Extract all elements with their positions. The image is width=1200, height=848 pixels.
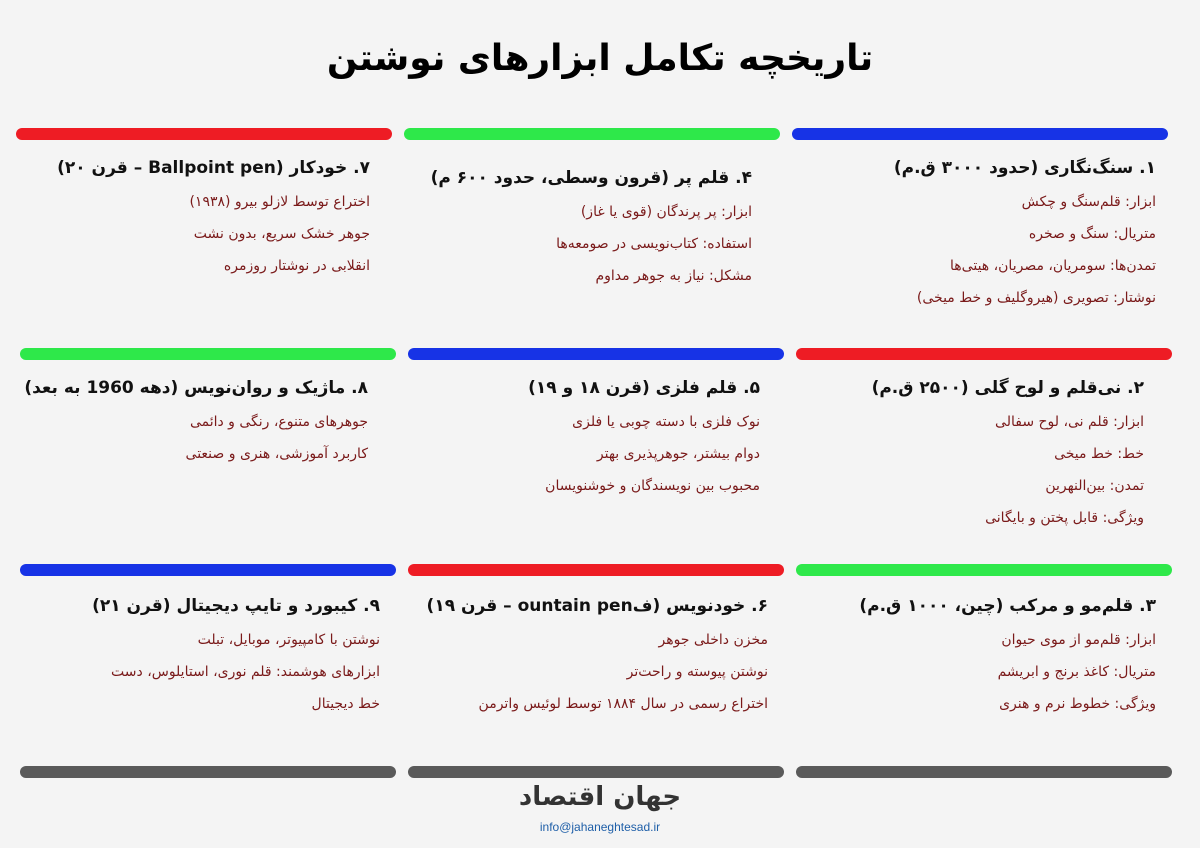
card-quill-pen <box>431 168 752 292</box>
card-line: ابزار: پر پرندگان (قوی یا غاز) <box>580 204 752 220</box>
page-title: تاریخچه تکامل ابزارهای نوشتن <box>326 38 874 79</box>
card-line: متریال: سنگ و صخره <box>1028 226 1156 242</box>
card-metal-pen <box>528 378 760 502</box>
card-line: استفاده: کتاب‌نویسی در صومعه‌ها <box>556 236 752 252</box>
card-line: جوهرهای متنوع، رنگی و دائمی <box>189 414 368 430</box>
card-line: ابزار: قلم نی، لوح سفالی <box>995 414 1144 430</box>
card-line: خط: خط میخی <box>1054 446 1144 462</box>
card-line: نوشتن با کامپیوتر، موبایل، تبلت <box>197 632 380 648</box>
card-ballpoint-pen <box>57 158 370 282</box>
divider-bar <box>408 564 784 576</box>
card-line: جوهر خشک سریع، بدون نشت <box>193 226 370 242</box>
card-heading: ۲. نی‌قلم و لوح گلی (۲۵۰۰ ق.م) <box>871 378 1144 398</box>
card-heading: ۸. ماژیک و روان‌نویس (دهه 1960 به بعد) <box>24 378 368 398</box>
divider-bar <box>20 348 396 360</box>
card-line: خط دیجیتال <box>311 696 380 712</box>
card-stone-carving <box>894 158 1156 314</box>
card-heading: ۵. قلم فلزی (قرن ۱۸ و ۱۹) <box>528 378 760 398</box>
card-marker <box>24 378 368 470</box>
card-line: ویژگی: قابل پختن و بایگانی <box>985 510 1144 526</box>
card-heading: ۴. قلم پر (قرون وسطی، حدود ۶۰۰ م) <box>430 168 752 188</box>
bottom-bar <box>20 766 396 778</box>
card-line: محبوب بین نویسندگان و خوشنویسان <box>545 478 760 494</box>
card-heading: ۹. کیبورد و تایپ دیجیتال (قرن ۲۱) <box>92 596 380 616</box>
card-line: تمدن‌ها: سومریان، مصریان، هیتی‌ها <box>950 258 1156 274</box>
card-heading: ۱. سنگ‌نگاری (حدود ۳۰۰۰ ق.م) <box>893 158 1156 178</box>
card-line: انقلابی در نوشتار روزمره <box>223 258 370 274</box>
card-fountain-pen <box>427 596 768 720</box>
brand-logo: جهان اقتصاد <box>518 782 682 812</box>
card-line: نوشتار: تصویری (هیروگلیف و خط میخی) <box>916 290 1156 306</box>
card-line: کاربرد آموزشی، هنری و صنعتی <box>185 446 368 462</box>
bottom-bar <box>408 766 784 778</box>
card-line: ویژگی: خطوط نرم و هنری <box>999 696 1156 712</box>
divider-bar <box>404 128 780 140</box>
card-line: نوک فلزی با دسته چوبی یا فلزی <box>572 414 760 430</box>
card-line: دوام بیشتر، جوهرپذیری بهتر <box>596 446 760 462</box>
divider-bar <box>796 348 1172 360</box>
card-digital-typing <box>92 596 380 720</box>
card-line: مخزن داخلی جوهر <box>658 632 768 648</box>
card-line: نوشتن پیوسته و راحت‌تر <box>626 664 768 680</box>
card-reed-pen <box>872 378 1144 534</box>
card-heading: ۶. خودنویس (فountain pen – قرن ۱۹) <box>426 596 768 616</box>
bottom-bar <box>796 766 1172 778</box>
card-line: ابزارهای هوشمند: قلم نوری، استایلوس، دست <box>111 664 380 680</box>
card-heading: ۳. قلم‌مو و مرکب (چین، ۱۰۰۰ ق.م) <box>859 596 1156 616</box>
divider-bar <box>16 128 392 140</box>
divider-bar <box>20 564 396 576</box>
card-line: مشکل: نیاز به جوهر مداوم <box>595 268 752 284</box>
card-line: تمدن: بین‌النهرین <box>1045 478 1144 494</box>
card-line: ابزار: قلم‌مو از موی حیوان <box>1001 632 1156 648</box>
card-brush-ink <box>859 596 1156 720</box>
card-line: اختراع رسمی در سال ۱۸۸۴ توسط لوئیس واترمن <box>478 696 768 712</box>
card-heading: ۷. خودکار (Ballpoint pen – قرن ۲۰) <box>57 158 370 178</box>
card-line: اختراع توسط لازلو بیرو (۱۹۳۸) <box>189 194 370 210</box>
divider-bar <box>796 564 1172 576</box>
card-line: ابزار: قلم‌سنگ و چکش <box>1021 194 1156 210</box>
divider-bar <box>408 348 784 360</box>
footer-email[interactable]: info@jahaneghtesad.ir <box>539 820 661 834</box>
divider-bar <box>792 128 1168 140</box>
card-line: متریال: کاغذ برنج و ابریشم <box>997 664 1156 680</box>
